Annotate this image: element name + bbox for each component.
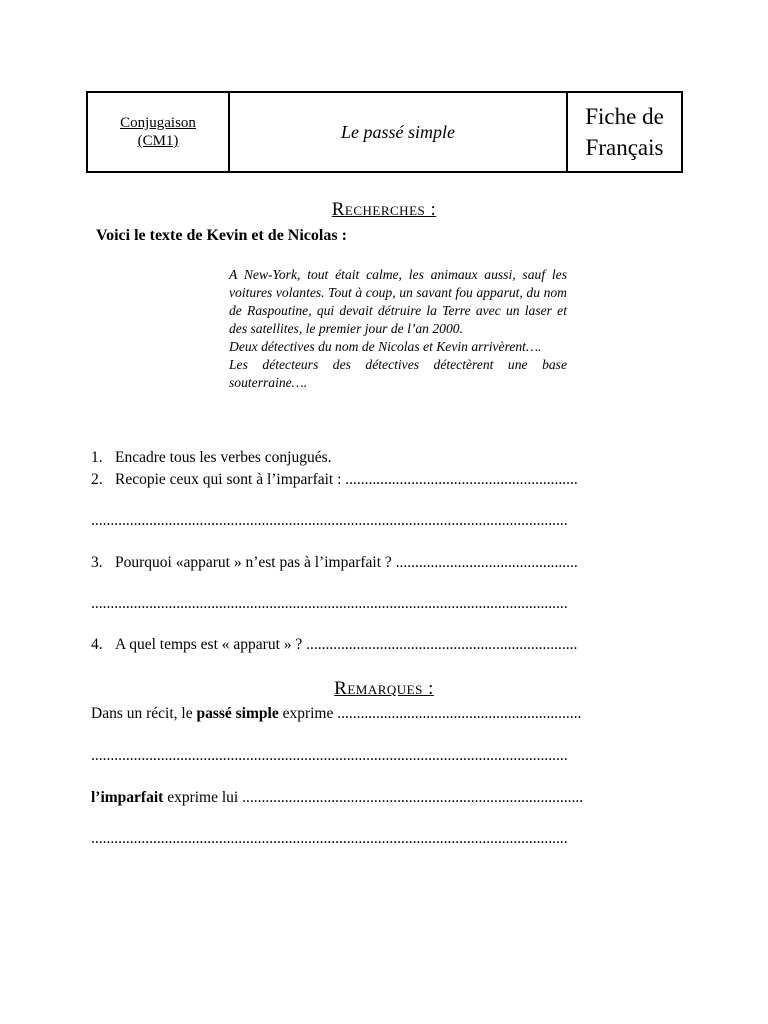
question-number: 4. <box>91 636 103 653</box>
excerpt-paragraph: Deux détectives du nom de Nicolas et Kevin arrivèrent…. <box>229 339 542 354</box>
excerpt-paragraph: Les détecteurs des détectives détectèrent une base souterraine…. <box>229 357 567 390</box>
sheet-type-cell <box>568 93 681 171</box>
answer-dots: ........................................................................................ <box>242 789 584 806</box>
section-title-recherches: Recherches : <box>331 199 437 220</box>
answer-line: ........................................................................................................................... <box>91 595 568 612</box>
answer-dots: ............................................... <box>395 554 578 571</box>
question-number: 3. <box>91 554 103 571</box>
answer-dots: ............................................................... <box>337 705 582 722</box>
question-4 <box>91 636 577 654</box>
answer-line: ........................................................................................................................... <box>91 830 568 847</box>
topic-cell <box>230 93 568 171</box>
remark-passe-simple <box>91 705 581 723</box>
level-label: (CM1) <box>137 133 179 149</box>
intro-text: Voici le texte de Kevin et de Nicolas : <box>96 227 347 244</box>
answer-line: ........................................................................................................................... <box>91 747 568 764</box>
topic-title: Le passé simple <box>341 121 455 142</box>
section-title-remarques: Remarques : <box>334 678 434 699</box>
answer-dots: ...................................................................... <box>306 636 578 653</box>
excerpt-paragraph: A New-York, tout était calme, les animaux aussi, sauf les voitures volantes. Tout à coup, un savant fou apparut, du nom de Raspoutine, qui devait détruire la Terre avec un laser et des satellites, le premier jour de l’an 2000. <box>229 267 567 336</box>
question-text: Recopie ceux qui sont à l’imparfait : <box>115 471 346 488</box>
remark-imparfait <box>91 789 583 807</box>
subject-label: Conjugaison <box>120 115 196 131</box>
remark-text: exprime lui <box>163 789 243 806</box>
sheet-type-line2: Français <box>585 135 664 160</box>
answer-dots: ............................................................ <box>345 471 578 488</box>
question-text: Pourquoi «apparut » n’est pas à l’imparfait ? <box>115 554 396 571</box>
remark-keyword: l’imparfait <box>91 789 164 806</box>
question-2 <box>91 471 578 489</box>
sheet-type-line1: Fiche de <box>585 104 664 129</box>
question-3 <box>91 554 578 572</box>
header-table <box>86 91 683 173</box>
subject-cell <box>88 93 230 171</box>
question-text: A quel temps est « apparut » ? <box>115 636 307 653</box>
question-text: Encadre tous les verbes conjugués. <box>115 449 332 466</box>
question-1 <box>91 449 332 467</box>
remark-text: Dans un récit, le <box>91 705 197 722</box>
question-number: 1. <box>91 449 103 466</box>
answer-line: ........................................................................................................................... <box>91 512 568 529</box>
excerpt-text <box>229 266 567 392</box>
question-number: 2. <box>91 471 103 488</box>
remark-keyword: passé simple <box>196 705 279 722</box>
remark-text: exprime <box>278 705 338 722</box>
